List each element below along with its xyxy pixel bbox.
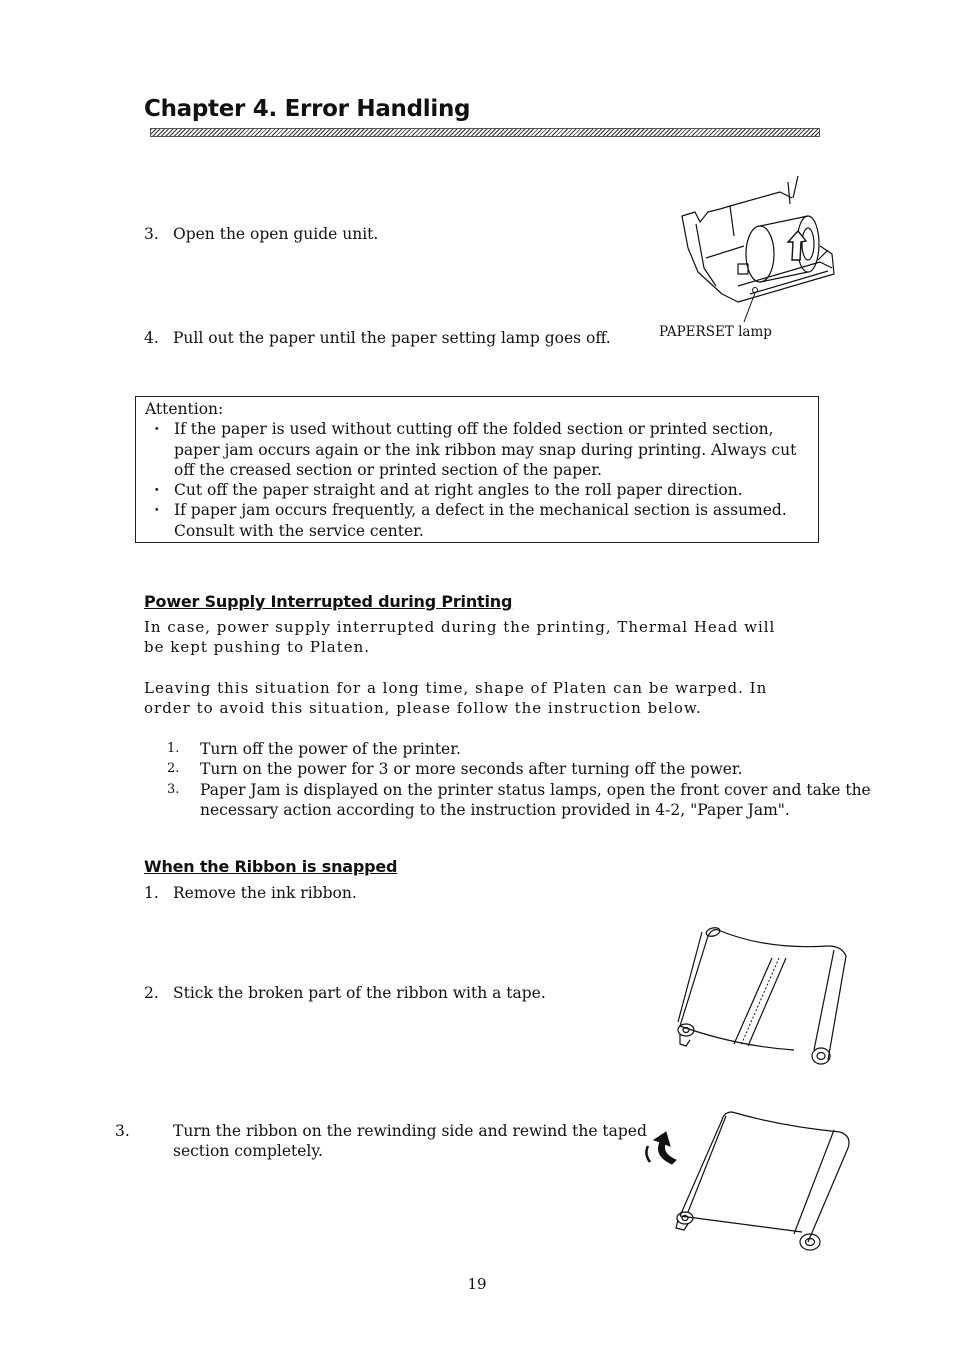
paragraph-line: Leaving this situation for a long time, shape of Platen can be warped. In xyxy=(144,679,768,697)
list-item xyxy=(164,780,874,821)
bullet-mark: ・ xyxy=(149,501,165,520)
step-text: Turn the ribbon on the rewinding side and rewind the taped section completely. xyxy=(173,1122,647,1160)
list-item xyxy=(164,739,874,759)
title-hatch-rule xyxy=(150,128,820,137)
list-number: 2. xyxy=(167,761,180,777)
attention-item xyxy=(145,500,810,541)
paragraph-line: order to avoid this situation, please follow the instruction below. xyxy=(144,699,702,718)
step-number: 3. xyxy=(115,1122,130,1140)
step-text: Open the open guide unit. xyxy=(173,225,379,243)
attention-item-text: If the paper is used without cutting off the folded section or printed section, paper jam occurs again or the ink ribbon may snap during printing. Always cut off the creased section or printed section of the paper. xyxy=(174,420,797,479)
step-text: Remove the ink ribbon. xyxy=(173,884,357,902)
bullet-mark: ・ xyxy=(149,420,165,439)
step-number: 4. xyxy=(144,329,159,347)
list-number: 3. xyxy=(167,781,180,797)
ribbon-step-3 xyxy=(115,1121,653,1161)
power-paragraph-2 xyxy=(144,678,767,719)
paragraph-line: be kept pushing to Platen. xyxy=(144,638,371,657)
attention-item xyxy=(145,419,810,480)
ribbon-step-2 xyxy=(144,983,546,1003)
paragraph-line: In case, power supply interrupted during the printing, Thermal Head will xyxy=(144,618,776,636)
power-paragraph-1 xyxy=(144,617,775,658)
paper-jam-step-4 xyxy=(144,328,611,348)
power-section-heading: Power Supply Interrupted during Printing xyxy=(144,592,513,611)
bullet-mark: ・ xyxy=(149,481,165,500)
attention-item xyxy=(145,480,810,500)
paperset-lamp-caption: PAPERSET lamp xyxy=(659,324,772,340)
ribbon-step-1 xyxy=(144,883,357,903)
rewind-ribbon-illustration xyxy=(640,1108,855,1258)
list-text: Turn off the power of the printer. xyxy=(200,740,461,758)
paper-jam-step-3 xyxy=(144,224,378,244)
step-number: 1. xyxy=(144,884,159,902)
attention-box xyxy=(135,396,819,543)
step-text: Stick the broken part of the ribbon with a tape. xyxy=(173,984,546,1002)
step-number: 3. xyxy=(144,225,159,243)
ribbon-section-heading: When the Ribbon is snapped xyxy=(144,857,398,876)
step-text: Pull out the paper until the paper setting lamp goes off. xyxy=(173,329,611,347)
attention-item-text: If paper jam occurs frequently, a defect in the mechanical section is assumed. Consult with the service center. xyxy=(174,501,787,540)
step-number: 2. xyxy=(144,984,159,1002)
attention-title: Attention: xyxy=(145,400,224,418)
power-steps-list xyxy=(164,739,874,820)
taped-ribbon-illustration xyxy=(676,926,856,1071)
chapter-title: Chapter 4. Error Handling xyxy=(144,96,471,122)
page-number: 19 xyxy=(467,1275,487,1293)
list-text: Turn on the power for 3 or more seconds after turning off the power. xyxy=(200,760,743,779)
list-number: 1. xyxy=(167,741,180,756)
list-text: Paper Jam is displayed on the printer status lamps, open the front cover and take the necessary action according to the instruction provided in 4-2, "Paper Jam". xyxy=(200,780,871,819)
list-item xyxy=(164,759,874,779)
attention-item-text: Cut off the paper straight and at right angles to the roll paper direction. xyxy=(174,481,743,500)
printer-illustration xyxy=(660,176,845,311)
